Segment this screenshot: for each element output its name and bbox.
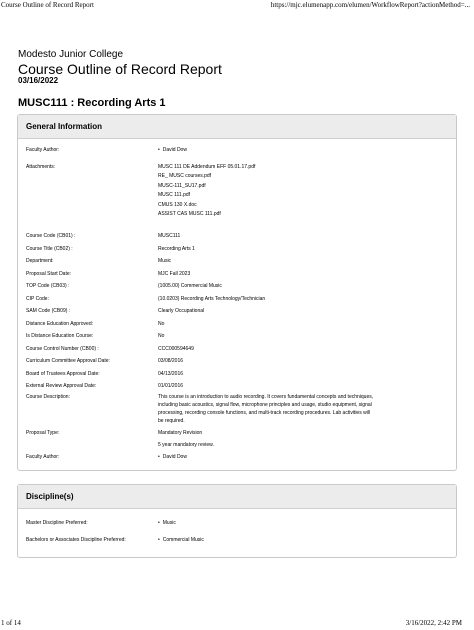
print-header-url[interactable]: https://mjc.elumenapp.com/elumen/WorkflowReport?actionMethod=... — [270, 1, 470, 9]
college-name: Modesto Junior College — [18, 49, 124, 60]
course-description — [158, 393, 448, 425]
description-line: processing, recording console functions, and multi-track recording procedures. Lab activities will — [158, 410, 371, 416]
field-value: • Commercial Music — [158, 536, 448, 544]
field-label: Board of Trustees Approval Date: — [26, 370, 100, 377]
field-value: CCC000594649 — [158, 345, 194, 352]
print-timestamp: 3/16/2022, 2:42 PM — [405, 619, 462, 627]
field-value: 03/08/2016 — [158, 358, 184, 364]
field-label: SAM Code (CB09) : — [26, 308, 71, 314]
field-label: Course Code (CB01) : — [26, 233, 76, 239]
report-title: Course Outline of Record Report — [18, 61, 222, 77]
field-value: Clearly Occupational — [158, 308, 205, 314]
field-value: No — [158, 320, 165, 327]
general-information-panel — [17, 114, 457, 471]
field-value: • David Dow — [158, 146, 448, 154]
field-label: External Review Approval Date: — [26, 383, 97, 389]
disciplines-heading: Discipline(s) — [18, 485, 456, 509]
attachment-link[interactable]: MUSC-111_SU17.pdf — [158, 182, 206, 189]
field-value: • Music — [158, 519, 448, 527]
attachments-list — [158, 163, 448, 219]
field-value: 01/01/2016 — [158, 383, 184, 389]
field-value: 04/13/2016 — [158, 370, 184, 377]
general-information-heading: General Information — [18, 115, 456, 139]
print-header-title: Course Outline of Record Report — [1, 1, 94, 9]
field-label: Is Distance Education Course: — [26, 333, 94, 339]
field-value: MJC Fall 2023 — [158, 270, 191, 277]
proposal-type-note: 5 year mandatory review. — [158, 442, 214, 448]
field-value: Music — [158, 258, 172, 264]
field-label: Course Control Number (CB00) : — [26, 345, 99, 352]
description-line: be required. — [158, 418, 185, 424]
field-label: Distance Education Approved: — [26, 320, 93, 327]
proposal-type-value: Mandatory Revision — [158, 430, 203, 436]
print-header — [0, 0, 474, 12]
field-value: Recording Arts 1 — [158, 245, 195, 252]
field-label: Course Description: — [26, 394, 70, 400]
attachment-link[interactable]: MUSC 111.pdf — [158, 192, 191, 199]
proposal-type — [158, 429, 448, 450]
field-value: • David Dow — [158, 453, 448, 461]
attachment-link[interactable]: RE_ MUSC courses.pdf — [158, 173, 212, 180]
field-label: Department: — [26, 258, 54, 264]
description-line: This course is an introduction to audio recording. It covers fundamental concepts and techniques, — [158, 394, 374, 400]
attachment-link[interactable]: MUSC 111 DE Addendum EFF 05.01.17.pdf — [158, 164, 256, 170]
field-value: MUSC111 — [158, 233, 181, 239]
field-label: Bachelors or Associates Discipline Preferred: — [26, 537, 126, 543]
attachment-link[interactable]: ASSIST CAS MUSC 111.pdf — [158, 210, 221, 217]
field-label: Master Discipline Preferred: — [26, 520, 88, 526]
description-line: including basic acoustics, signal flow, microphone principles and usage, studio equipment, signal — [158, 402, 372, 408]
field-label: Faculty Author: — [26, 454, 60, 460]
field-value: (10.0203) Recording Arts Technology/Technician — [158, 295, 266, 302]
page-number: 1 of 14 — [1, 619, 21, 627]
disciplines-panel — [17, 484, 457, 558]
print-footer — [0, 619, 474, 629]
field-value: (1005.00) Commercial Music — [158, 283, 222, 289]
field-label: Faculty Author: — [26, 147, 60, 153]
field-label: Curriculum Committee Approval Date: — [26, 358, 110, 364]
field-label: Course Title (CB02) : — [26, 245, 73, 252]
field-value: No — [158, 333, 165, 339]
field-label: Proposal Type: — [26, 430, 60, 436]
field-label: TOP Code (CB03) : — [26, 283, 70, 289]
field-label: Attachments: — [26, 164, 56, 170]
field-label: CIP Code: — [26, 295, 49, 302]
field-label: Proposal Start Date: — [26, 270, 72, 277]
report-date: 03/16/2022 — [18, 76, 59, 85]
course-title: MUSC111 : Recording Arts 1 — [18, 97, 166, 109]
attachment-link[interactable]: CMUS 130 X.doc — [158, 201, 197, 208]
